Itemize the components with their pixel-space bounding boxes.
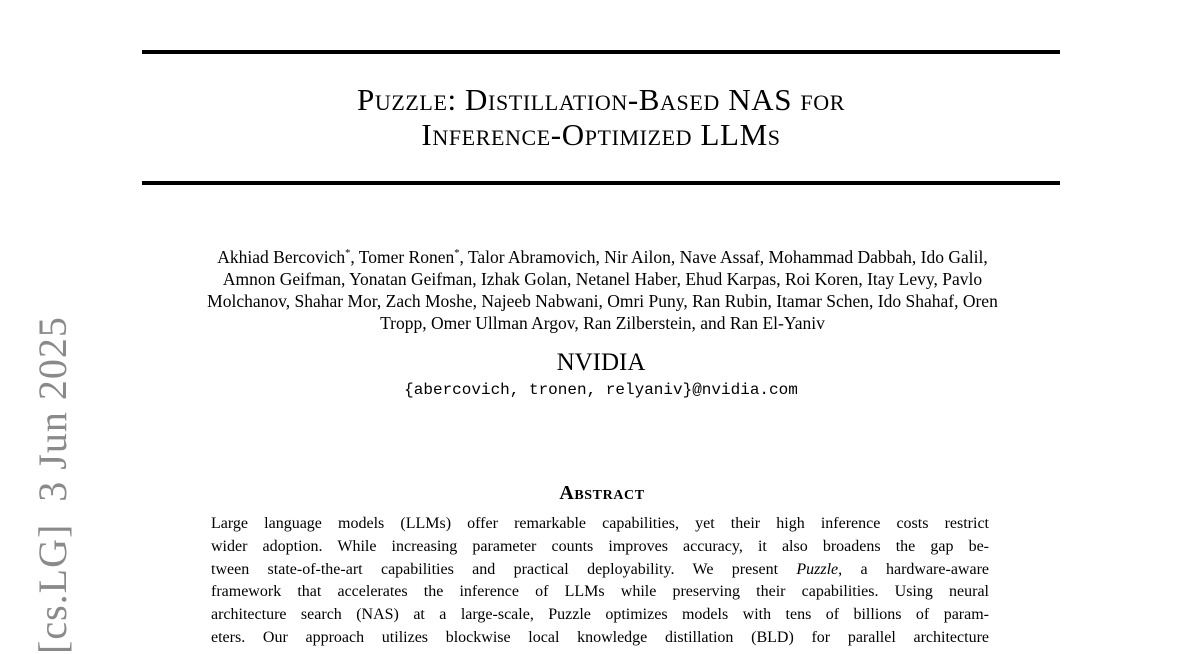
text-line: Molchanov, Shahar Mor, Zach Moshe, Najeeb Nabwani, Omri Puny, Ran Rubin, Itamar Schen, Ido Shahaf, Oren: [207, 291, 998, 311]
text-line: Akhiad Bercovich*, Tomer Ronen*, Talor Abramovich, Nir Ailon, Nave Assaf, Mohammad Dabbah, Ido Galil,: [217, 247, 988, 267]
abstract-heading: Abstract: [559, 482, 645, 504]
authors-block: [150, 246, 1055, 334]
arxiv-watermark: [cs.LG] 3 Jun 2025: [30, 316, 75, 654]
text-line: framework that accelerates the inference of LLMs while preserving their capabilities. Using neural: [211, 583, 989, 601]
title-line-1: Puzzle: Distillation-Based NAS for: [357, 82, 845, 117]
title-line-2: Inference-Optimized LLMs: [421, 117, 781, 152]
affiliation-name: NVIDIA: [556, 349, 646, 376]
abstract-body: [211, 513, 989, 650]
text-line: architecture search (NAS) at a large-scale, Puzzle optimizes models with tens of billions of param-: [211, 606, 989, 624]
text-line: Tropp, Omer Ullman Argov, Ran Zilberstein, and Ran El-Yaniv: [380, 313, 825, 333]
text-line: tween state-of-the-art capabilities and practical deployability. We present Puzzle, a hardware-aware: [211, 560, 990, 578]
text-line: Large language models (LLMs) offer remarkable capabilities, yet their high inference costs restrict: [211, 515, 989, 532]
text-line: Amnon Geifman, Yonatan Geifman, Izhak Golan, Netanel Haber, Ehud Karpas, Roi Koren, Itay Levy, Pavlo: [222, 269, 983, 289]
text-line: eters. Our approach utilizes blockwise local knowledge distillation (BLD) for parallel architecture: [211, 628, 989, 646]
text-line: wider adoption. While increasing parameter counts improves accuracy, it also broadens the gap be-: [211, 537, 989, 555]
paper-title: [142, 82, 1060, 152]
affiliation-email: {abercovich, tronen, relyaniv}@nvidia.com: [404, 381, 798, 399]
title-rule-bottom: [142, 181, 1060, 185]
title-rule-top: [142, 50, 1060, 54]
